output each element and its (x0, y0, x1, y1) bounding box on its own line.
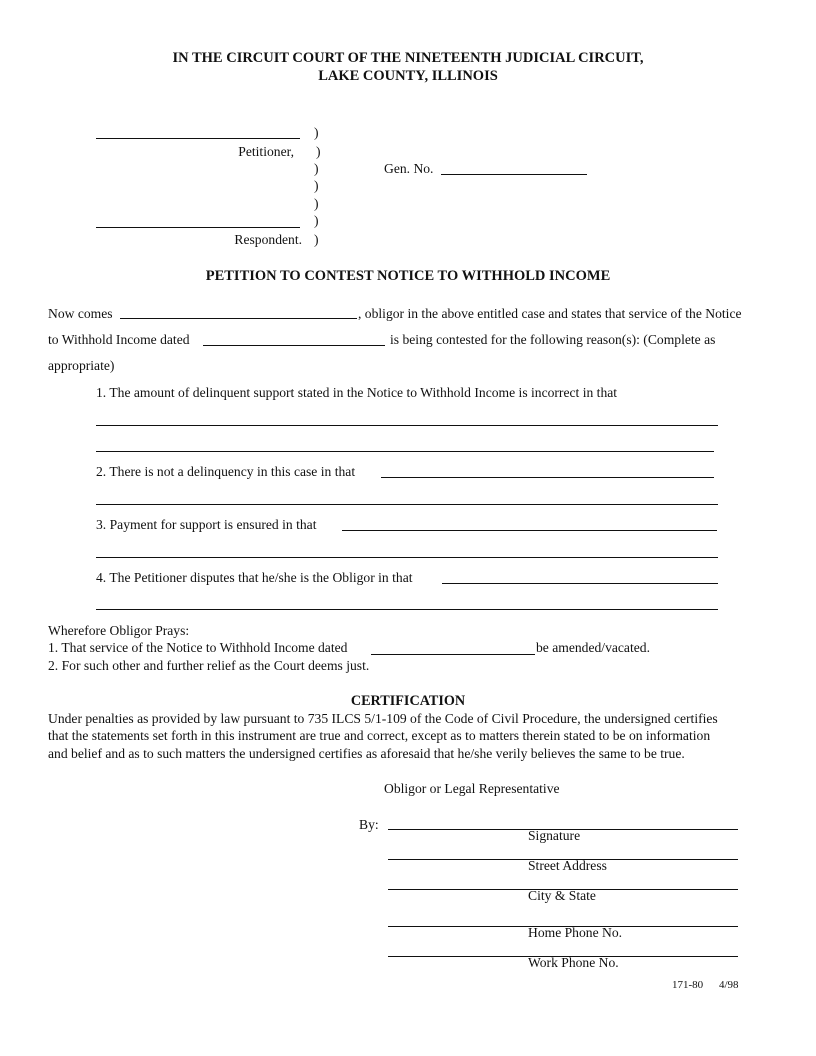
form-date: 4/98 (719, 979, 739, 991)
reason-1-line-2[interactable] (96, 451, 714, 452)
reason-1-line-1[interactable] (96, 425, 718, 426)
prayer-1-start: 1. That service of the Notice to Withhold Income dated (48, 640, 348, 655)
work-phone-label: Work Phone No. (528, 955, 619, 970)
caption-paren: ) (316, 144, 321, 159)
respondent-name-line[interactable] (96, 227, 300, 228)
obligor-text: , obligor in the above entitled case and states that service of the Notice (358, 306, 742, 321)
prayer-2: 2. For such other and further relief as the Court deems just. (48, 658, 370, 673)
reason-2-field[interactable] (381, 477, 714, 478)
petitioner-name-line[interactable] (96, 138, 300, 139)
reason-4-line-2[interactable] (96, 609, 718, 610)
reason-2-line-2[interactable] (96, 504, 718, 505)
caption-paren: ) (314, 213, 319, 228)
prayer-date-field[interactable] (371, 654, 535, 655)
contested-text: is being contested for the following reason(s): (Complete as (390, 332, 716, 347)
reason-4-field[interactable] (442, 583, 718, 584)
form-number: 171-80 (672, 979, 704, 991)
certification-line-1: Under penalties as provided by law pursuant to 735 ILCS 5/1-109 of the Code of Civil Procedure, the undersigned certifies (48, 711, 718, 726)
caption-paren: ) (314, 161, 319, 176)
gen-no-field[interactable] (441, 174, 587, 175)
wherefore-heading: Wherefore Obligor Prays: (48, 623, 190, 638)
reason-1-text: 1. The amount of delinquent support stated in the Notice to Withhold Income is incorrect in that (96, 385, 618, 400)
obligor-rep-label: Obligor or Legal Representative (384, 781, 560, 796)
document-title: PETITION TO CONTEST NOTICE TO WITHHOLD INCOME (205, 268, 611, 284)
reason-4-text: 4. The Petitioner disputes that he/she is the Obligor in that (96, 570, 413, 585)
street-address-label: Street Address (528, 858, 607, 873)
by-label: By: (359, 817, 379, 832)
home-phone-label: Home Phone No. (528, 925, 623, 940)
gen-no-label: Gen. No. (384, 161, 434, 176)
caption-paren: ) (314, 196, 319, 211)
caption-paren: ) (314, 125, 319, 140)
county-heading: LAKE COUNTY, ILLINOIS (318, 68, 498, 84)
now-comes-label: Now comes (48, 306, 113, 321)
petitioner-label: Petitioner, (238, 144, 294, 159)
obligor-name-field[interactable] (120, 318, 357, 319)
reason-3-line-2[interactable] (96, 557, 718, 558)
reason-2-text: 2. There is not a delinquency in this case in that (96, 464, 356, 479)
certification-heading: CERTIFICATION (350, 693, 466, 709)
caption-paren: ) (314, 178, 319, 193)
appropriate-text: appropriate) (48, 358, 115, 373)
caption-paren: ) (314, 232, 319, 247)
to-withhold-label: to Withhold Income dated (48, 332, 190, 347)
certification-line-3: and belief and as to such matters the undersigned certifies as aforesaid that he/she verily believes the same to be true. (48, 746, 685, 761)
respondent-label: Respondent. (234, 232, 302, 247)
city-state-label: City & State (528, 888, 596, 903)
notice-date-field[interactable] (203, 345, 385, 346)
certification-line-2: that the statements set forth in this instrument are true and correct, except as to matters therein stated to be on information (48, 728, 711, 743)
prayer-1-end: be amended/vacated. (536, 640, 650, 655)
signature-label: Signature (528, 828, 581, 843)
reason-3-field[interactable] (342, 530, 717, 531)
reason-3-text: 3. Payment for support is ensured in that (96, 517, 317, 532)
court-heading: IN THE CIRCUIT COURT OF THE NINETEENTH JUDICIAL CIRCUIT, (172, 50, 644, 66)
